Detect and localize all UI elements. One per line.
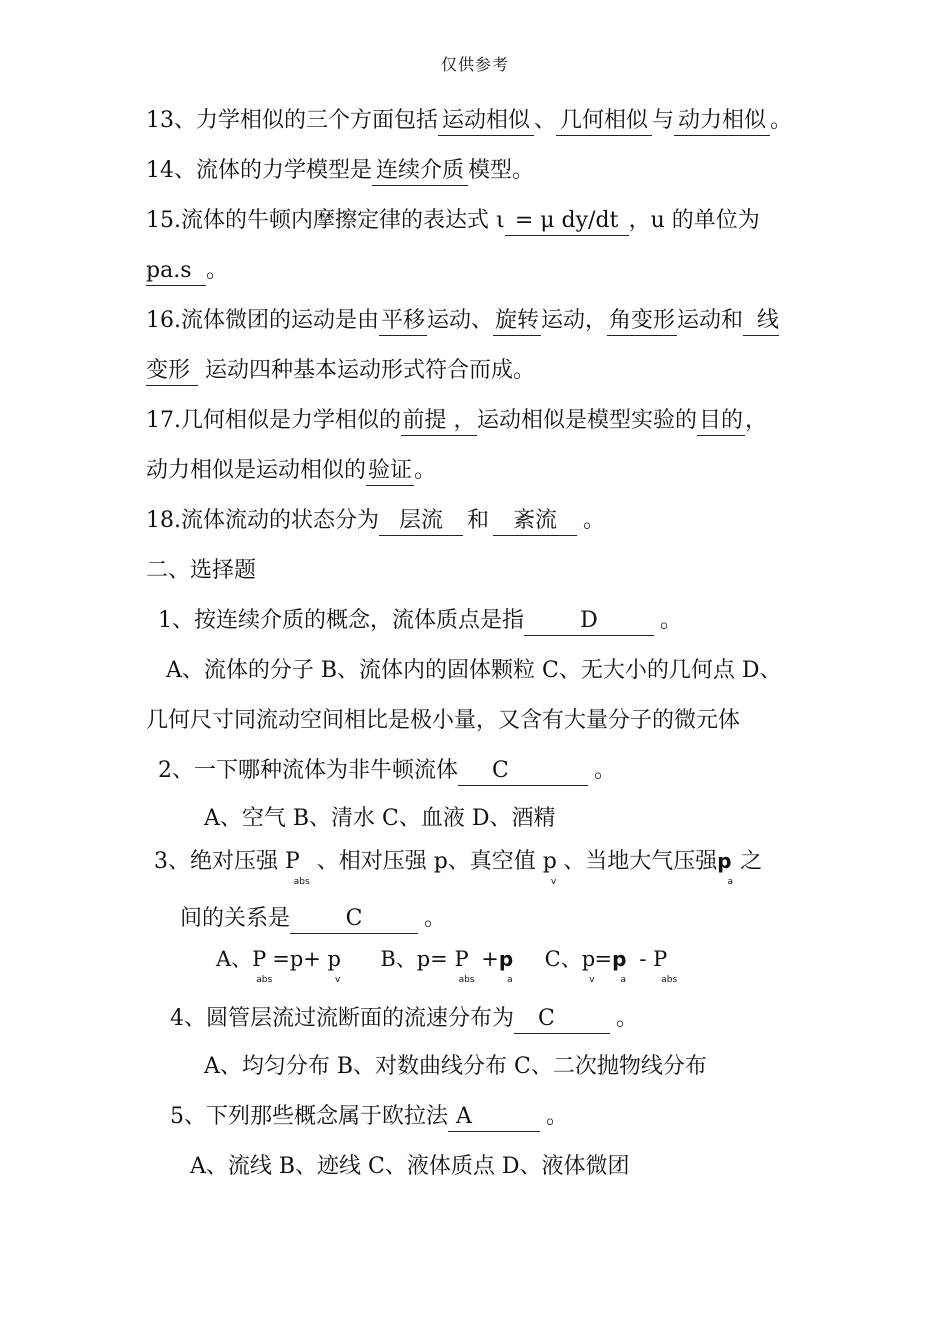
question-13 <box>146 106 792 136</box>
q16-text-4: 运动和 <box>677 308 744 333</box>
q14-text: 14、流体的力学模型是 <box>146 158 372 183</box>
c3-opt-c-sub3: abs <box>661 975 678 985</box>
question-18 <box>146 506 605 536</box>
q17-text-2: 运动相似是模型实验的 <box>477 408 698 433</box>
q18-blank-2: 紊流 <box>493 507 577 536</box>
question-16 <box>146 306 779 336</box>
q13-end: 。 <box>770 108 793 133</box>
c3-options <box>216 944 678 985</box>
c4-answer-text: C <box>538 1006 555 1031</box>
q18-conj: 和 <box>467 508 490 533</box>
c3-sub-a: a <box>727 877 734 887</box>
question-17-cont <box>146 456 436 486</box>
c3-opt-b: B、p= P <box>380 947 469 971</box>
q17-text: 17.几何相似是力学相似的 <box>146 408 401 433</box>
c5-answer-text: A <box>456 1104 472 1129</box>
q13-blank-3: 动力相似 <box>674 107 770 136</box>
c1-end: 。 <box>660 608 683 633</box>
q16-blank-1: 平移 <box>379 307 427 336</box>
c3-opt-a-2: =p+ p <box>272 947 341 971</box>
c3-opt-a: A、P <box>216 947 267 971</box>
q17-text-3: 动力相似是运动相似的 <box>146 458 367 483</box>
q13-sep: 、 <box>534 108 557 133</box>
c3-opt-c: C、p <box>544 947 596 971</box>
question-17 <box>146 406 767 436</box>
c3-opt-b-p: p <box>498 947 514 971</box>
section-title: 二、选择题 <box>146 558 257 583</box>
q17-comma: ， <box>745 408 768 433</box>
q16-end: 运动四种基本运动形式符合而成。 <box>205 358 536 383</box>
q15-text-2: ，u 的单位为 <box>628 208 760 233</box>
q13-text: 13、力学相似的三个方面包括 <box>146 108 438 133</box>
c3-text-1: 3、绝对压强 P <box>154 849 300 874</box>
q17-blank-1: 前提 ， <box>401 407 477 436</box>
q15-blank-1: = μ dy/dt <box>505 207 629 236</box>
c3-opt-a-sub2: v <box>334 975 341 985</box>
q13-blank-1: 运动相似 <box>438 107 534 136</box>
c4-answer <box>514 1005 610 1034</box>
c3-opt-b-sub1: abs <box>458 975 475 985</box>
c4-end: 。 <box>616 1006 639 1031</box>
c2-answer <box>458 757 588 786</box>
choice-question-5 <box>170 1102 568 1132</box>
q16-blank-2: 旋转 <box>493 307 541 336</box>
c3-text-5: 间的关系是 <box>180 906 291 931</box>
q13-blank-2: 几何相似 <box>556 107 652 136</box>
c3-p-atm: p <box>717 849 732 873</box>
c5-options: A、流线 B、迹线 C、液体质点 D、液体微团 <box>190 1154 630 1179</box>
q16-blank-4: 线 <box>743 307 779 336</box>
question-14 <box>146 156 534 186</box>
c3-end: 。 <box>424 906 447 931</box>
c3-sub-v: v <box>550 877 557 887</box>
c3-opt-a-sub1: abs <box>256 975 273 985</box>
q16-text-3: 运动， <box>541 308 608 333</box>
c3-opt-b-sub2: a <box>507 975 513 985</box>
c1-answer: D <box>524 607 654 636</box>
choice-question-4 <box>170 1004 638 1034</box>
q15-text: 15.流体的牛顿内摩擦定律的表达式 ι <box>146 208 505 233</box>
q17-end: 。 <box>414 458 437 483</box>
c3-opt-c-p: p <box>612 947 627 971</box>
q17-blank-3: 验证 <box>366 457 414 486</box>
c5-answer <box>448 1103 540 1132</box>
q16-blank-3: 角变形 <box>607 307 677 336</box>
c3-opt-c-sub2: a <box>620 975 626 985</box>
c3-opt-c-sub1: v <box>589 975 595 985</box>
c1-text: 1、按连续介质的概念，流体质点是指 <box>158 608 524 633</box>
c3-opt-b-2: + <box>481 947 499 971</box>
c2-end: 。 <box>594 758 617 783</box>
c2-options: A、空气 B、清水 C、血液 D、酒精 <box>204 806 556 831</box>
page-header: 仅供参考 <box>440 55 509 74</box>
q16-text-2: 运动、 <box>427 308 494 333</box>
c5-text: 5、下列那些概念属于欧拉法 <box>170 1104 448 1129</box>
c2-text: 2、一下哪种流体为非牛顿流体 <box>158 758 458 783</box>
q18-blank-1: 层流 <box>379 507 463 536</box>
choice-question-3 <box>154 846 763 887</box>
c3-line-2 <box>180 904 446 934</box>
q16-text: 16.流体微团的运动是由 <box>146 308 379 333</box>
question-15 <box>146 206 760 236</box>
q14-end: 模型。 <box>468 158 535 183</box>
question-15-cont <box>146 256 228 286</box>
c5-end: 。 <box>546 1104 569 1129</box>
c3-text-2: 、相对压强 p、真空值 p <box>316 849 557 874</box>
c4-options: A、均匀分布 B、对数曲线分布 C、二次抛物线分布 <box>204 1054 707 1079</box>
c3-text-4: 之 <box>740 849 763 874</box>
q18-text: 18.流体流动的状态分为 <box>146 508 379 533</box>
c3-opt-c-2: = <box>594 947 613 971</box>
choice-question-2 <box>158 756 616 786</box>
q18-end: 。 <box>583 508 606 533</box>
q16-blank-4b: 变形 <box>146 357 198 386</box>
q15-blank-2: pa.s <box>146 257 206 286</box>
c2-answer-text: C <box>492 758 509 783</box>
q17-blank-2: 目的 <box>697 407 745 436</box>
c1-options-line-2: 几何尺寸同流动空间相比是极小量，又含有大量分子的微元体 <box>146 708 741 733</box>
c3-answer: C <box>290 905 418 934</box>
c3-text-3: 、当地大气压强 <box>563 849 718 874</box>
c4-text: 4、圆管层流过流断面的流速分布为 <box>170 1006 514 1031</box>
c3-opt-c-3: - P <box>639 947 668 971</box>
question-16-cont <box>146 356 535 386</box>
q13-conj: 与 <box>652 108 675 133</box>
q15-end: 。 <box>206 258 229 283</box>
c1-options-line-1: A、流体的分子 B、流体内的固体颗粒 C、无大小的几何点 D、 <box>166 658 782 683</box>
choice-question-1 <box>158 606 682 636</box>
q14-blank: 连续介质 <box>372 157 468 186</box>
c3-sub-abs: abs <box>293 877 310 887</box>
